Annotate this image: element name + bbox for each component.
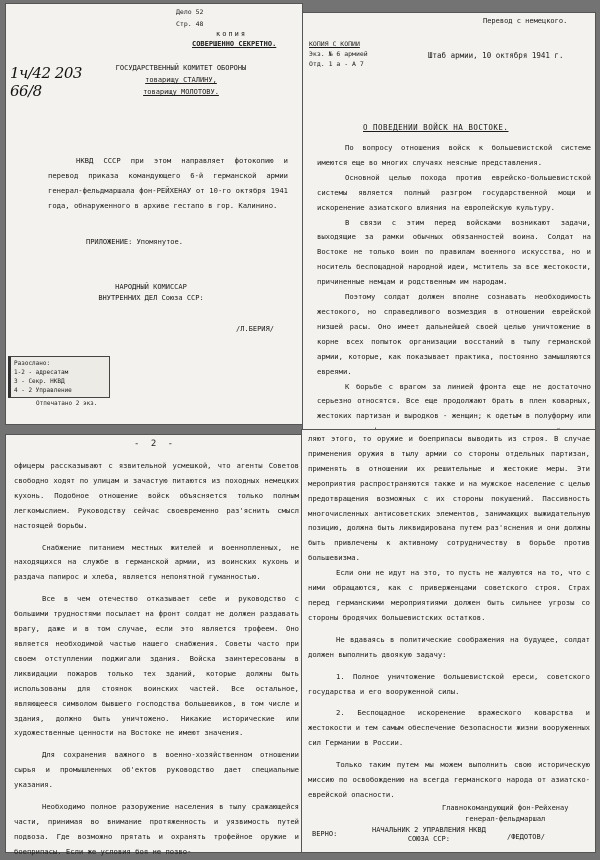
true-copy-label: ВЕРНО: (312, 830, 338, 838)
paragraph: Необходимо полное разоружение населения в тылу сражающейся части, принимая во внимание протяженность и уязвимость путей подвоза. Где возможно прятать и охранять трофейное оружие и боеприпасы. Если же условия боя не позво- (14, 802, 299, 856)
translation-note: Перевод с немецкого. (483, 17, 568, 25)
copy-block-line: Экз. № 6 армией (309, 50, 368, 58)
addressee-line: ГОСУДАРСТВЕННЫЙ КОМИТЕТ ОБОРОНЫ (115, 64, 247, 72)
document-page-3 (6, 435, 307, 856)
document-page-2 (303, 13, 595, 433)
order-body-continued (14, 459, 299, 860)
distribution-line: Разослано: (14, 360, 51, 367)
paragraph: 1. Полное уничтожение большевистской ереси, советского государства и его вооруженной силы. (308, 671, 590, 696)
paragraph: Только таким путем мы можем выполнить свою историческую миссию по освобождению на всегда германского народа от азиатско-еврейской опасности. (308, 760, 590, 799)
order-body-final (308, 432, 590, 803)
paragraph: офицеры рассказывают с язвительной усмешкой, что агенты Советов свободно ходят по улицам и зачастую питаются из походных немецких кухонь. Подобное отношение войск объясняется только полным легкомыслием. Руководству сейчас своевременно раз'яснить смысл настоящей борьбы. (14, 461, 299, 530)
handwritten-line-2: 66/8 (10, 82, 42, 100)
certifier-title-line: СОЮЗА ССР: (407, 835, 450, 843)
paragraph: НКВД СССР при этом направляет фотокопию и перевод приказа командующего 6-й германской армии генерал-фельдмаршала фон-РЕЙХЕНАУ от 10-го октября 1941 года, обнаруженного в архиве гестапо в гор. Калинино. (48, 156, 288, 210)
attachment-line: ПРИЛОЖЕНИЕ: Упомянутое. (86, 238, 183, 246)
paragraph: В связи с этим перед войсками возникают задачи, выходящие за рамки обычных обязанностей воина. Солдат на Востоке не только воин по правилам военного искусства, но и носитель беспощадной народной идеи, мститель за все жестокости, причиненные немцам и родственным им народам. (317, 217, 591, 287)
copy-mark: копия (216, 30, 248, 38)
signature-title-line: НАРОДНЫЙ КОМИССАР (115, 283, 187, 291)
paragraph: К борьбе с врагом за линией фронта еще не достаточно серьезно относятся. Все еще продолжают брать в плен коварных, жестоких партизан и выродков - женщин; к одетым в полуформу или (317, 381, 591, 421)
paragraph: Если они не идут на это, то пусть не жалуются на то, что с ними обращаются, как с приверженцами советского строя. Страх перед германскими мероприятиями должен быть сильнее угрозы со стороны бродячих большевистских остатков. (308, 568, 590, 622)
archive-stamp (176, 6, 234, 32)
copy-block-line: КОПИЯ С КОПИИ (309, 40, 360, 48)
signer-line: Главнокомандующий фон-Рейхенау (442, 804, 569, 812)
signer-line: генерал-фельдмаршал (465, 815, 546, 823)
copy-block (309, 39, 368, 69)
copy-block-line: Отд. 1 а - А 7 (309, 60, 364, 68)
secrecy-label: СОВЕРШЕННО СЕКРЕТНО. (192, 40, 277, 48)
stamp-line-2: Стр. 48 (176, 20, 204, 28)
document-page-1 (6, 4, 302, 424)
distribution-stamp (8, 356, 110, 398)
paragraph: Основной целью похода против еврейско-большевистской системы является полный разгром государственной мощи и искоренение азиатского влияния на европейскую культуру. (317, 172, 591, 212)
signature-title-line: ВНУТРЕННИХ ДЕЛ Союза ССР: (98, 294, 204, 302)
distribution-line: 4 - 2 Управление (14, 387, 72, 394)
order-title: О ПОВЕДЕНИИ ВОЙСК НА ВОСТОКЕ. (363, 123, 509, 132)
paragraph: 2. Беспощадное искоренение вражеского коварства и жестокости и тем самым обеспечение безопасности жизни вооруженных сил Германии в России. (308, 708, 590, 748)
signature-title (91, 282, 211, 304)
distribution-line: 3 - Секр. НКВД (14, 378, 65, 385)
document-page-4 (302, 430, 595, 852)
paragraph: Все в чем отечество отказывает себе и руководство с большими трудностями посылает на фронт солдат не должен раздавать врагу, даже и в том случае, если это является трофеем. Оно является необходимой частью нашего снабжения. Советы часто при своем отступлении поджигали здания. Войска заинтересованы в ликвидации пожаров только тех зданий, которые должны быть использованы для стоянок воинских частей. Все остальное, являющееся символом бывшего господства большевиков, в том числе и здания, должно быть уничтожено. Никакие исторические или художественные ценности на Востоке не имеют значения. (14, 594, 299, 738)
order-body (317, 141, 591, 469)
certifier-title-line: НАЧАЛЬНИК 2 УПРАВЛЕНИЯ НКВД (372, 826, 486, 834)
distribution-line: 1-2 - адресатам (14, 369, 69, 376)
hq-date-line: Штаб армии, 10 октября 1941 г. (428, 51, 564, 60)
paragraph: Снабжение питанием местных жителей и военнопленных, не находящихся на службе в германской армии, из воинских кухонь и раздача папирос и хлеба, является непонятной гуманностью. (14, 542, 299, 582)
paragraph: Не вдаваясь в политические соображения на будущее, солдат должен выполнить двоякую задачу: (308, 634, 590, 659)
paragraph: По вопросу отношения войск к большевистской системе имеются еще во многих случаях неясные представления. (317, 143, 591, 167)
addressee-block (66, 62, 296, 98)
certifier-title (372, 826, 486, 844)
certifier-name: /ФЕДОТОВ/ (507, 833, 545, 841)
order-signer (442, 803, 568, 825)
printed-copies-note: Отпечатано 2 экз. (36, 400, 98, 407)
addressee-line: товарищу СТАЛИНУ, (145, 76, 217, 84)
paragraph: ляют этого, то оружие и боеприпасы выводить из строя. В случае применения оружия в тылу армии со стороны отдельных партизан, применять в отношении их решительные и жестокие меры. Эти мероприятия распространяются также и на мужское население с целью предотвращения возможных с их стороны покушений. Пассивность многочисленных антисоветских элементов, занимающих выжидательную позицию, должна быть ликвидирована путем раз'яснения и они должны быть привлечены к активному сотрудничеству в борьбе против большевизма. (308, 434, 590, 563)
handwritten-line-1: 1ч/42 203 (10, 64, 82, 82)
paragraph: Для сохранения важного в военно-хозяйственном отношении сырья и промышленных об'ектов руководство дает специальные указания. (14, 750, 299, 790)
cover-letter-body (48, 154, 288, 214)
page-number: - 2 - (134, 439, 177, 449)
addressee-line: товарищу МОЛОТОВУ. (143, 88, 219, 96)
paragraph: Поэтому солдат должен вполне сознавать необходимость жестокого, но справедливого возмездия в отношении еврейской низшей расы. Оно имеет дальнейшей своей целью уничтожение в корне всех попыток организации восстаний в тылу германской армии, которые, как показывает практика, постоянно замышляются евреями. (317, 292, 591, 376)
signature-name: /Л.БЕРИЯ/ (236, 325, 274, 333)
stamp-line-1: Дело 52 (176, 8, 204, 16)
